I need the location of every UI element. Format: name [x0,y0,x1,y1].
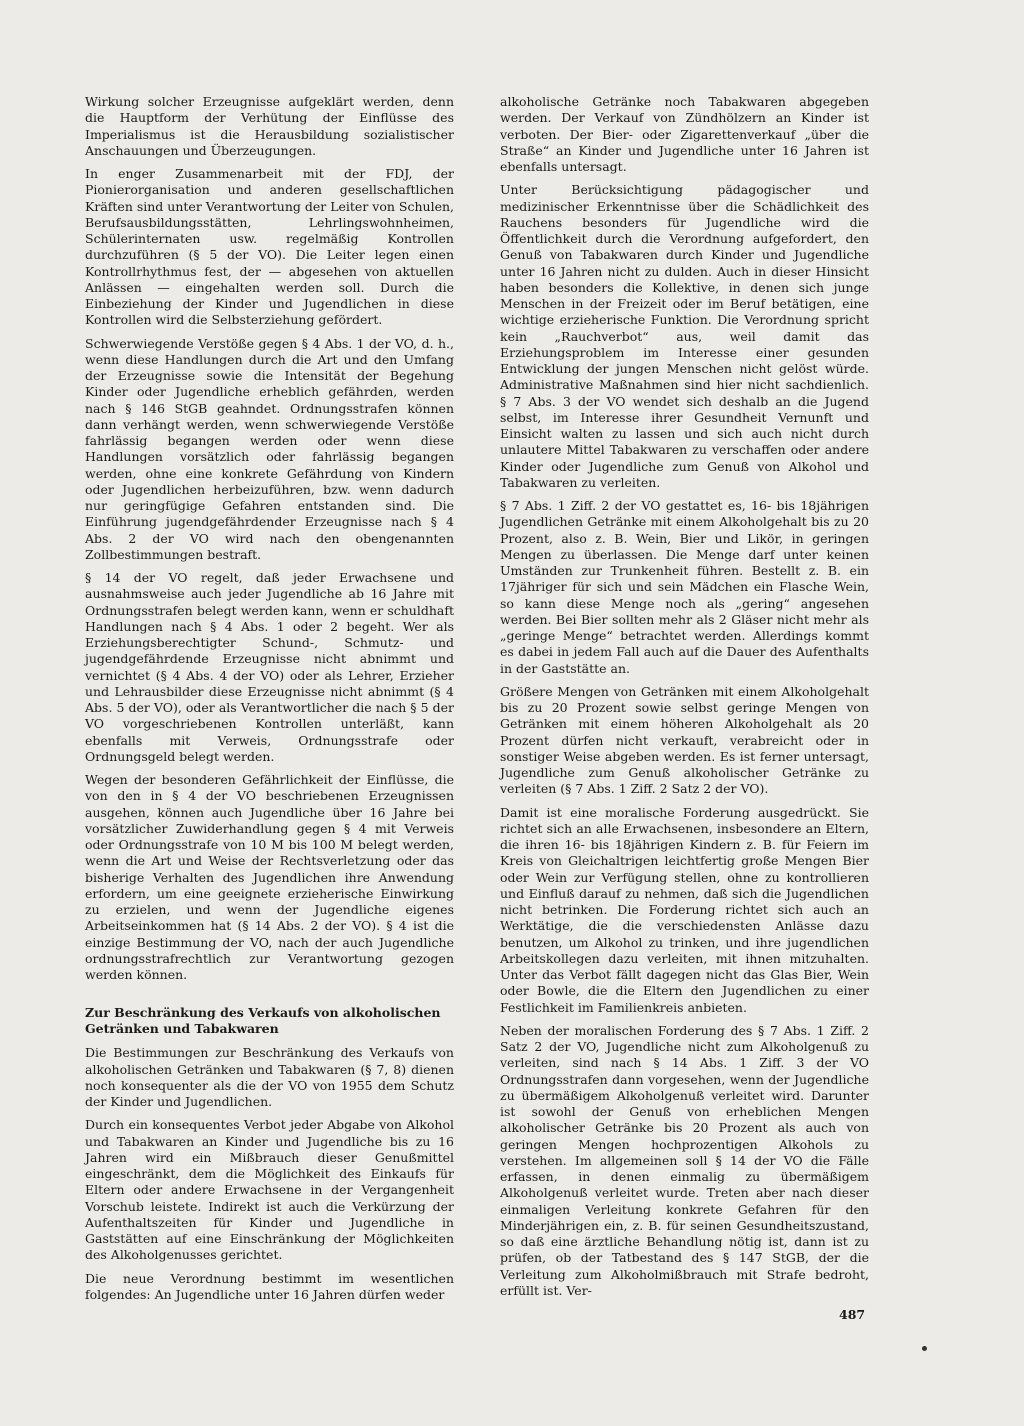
paragraph: § 14 der VO regelt, daß jeder Erwachsene und ausnahmsweise auch jeder Jugendliche ab 16 Jahre mit Ordnungsstrafen belegt werden kann, wenn er schuldhaft Handlungen nach § 4 Abs. 1 oder 2 begeht. Wer als Erziehungsberechtigter Schund-, Schmutz- und jugendgefährdende Erzeugnisse nicht abnimmt und vernichtet (§ 4 Abs. 4 der VO) oder als Lehrer, Erzieher und Lehrausbilder diese Erzeugnisse nicht abnimmt (§ 4 Abs. 5 der VO), oder als Verantwortlicher die nach § 5 der VO vorgeschriebenen Kontrollen unterläßt, kann ebenfalls mit Verweis, Ordnungsstrafe oder Ordnungsgeld belegt werden. [85,570,454,764]
paragraph: alkoholische Getränke noch Tabakwaren abgegeben werden. Der Verkauf von Zündhölzern an Kinder ist verboten. Der Bier- oder Zigarettenverkauf „über die Straße“ an Kinder und Jugendliche unter 16 Jahren ist ebenfalls untersagt. [500,94,869,174]
paragraph: Wegen der besonderen Gefährlichkeit der Einflüsse, die von den in § 4 der VO beschriebenen Erzeugnissen ausgehen, können auch Jugendliche über 16 Jahre bei vorsätzlicher Zuwiderhandlung gegen § 4 mit Verweis oder Ordnungsstrafe von 10 M bis 100 M belegt werden, wenn die Art und Weise der Rechtsverletzung oder das bisherige Verhalten des Jugendlichen ihre Anwendung erfordern, um eine geeignete erzieherische Einwirkung zu erzielen, und wenn der Jugendliche eigenes Arbeitseinkommen hat (§ 14 Abs. 2 der VO). § 4 ist die einzige Bestimmung der VO, nach der auch Jugendliche ordnungsstrafrechtlich zur Verantwortung gezogen werden können. [85,772,454,982]
paragraph: In enger Zusammenarbeit mit der FDJ, der Pionierorganisation und anderen gesellschaftlichen Kräften sind unter Verantwortung der Leiter von Schulen, Berufsausbildungsstätten, Lehrlingswohnheimen, Schülerinternaten usw. regelmäßig Kontrollen durchzuführen (§ 5 der VO). Die Leiter legen einen Kontrollrhythmus fest, der — abgesehen von aktuellen Anlässen — eingehalten werden soll. Durch die Einbeziehung der Kinder und Jugendlichen in diese Kontrollen wird die Selbsterziehung gefördert. [85,166,454,328]
paragraph: Größere Mengen von Getränken mit einem Alkoholgehalt bis zu 20 Prozent sowie selbst geringe Mengen von Getränken mit einem höheren Alkoholgehalt als 20 Prozent dürfen nicht verkauft, verabreicht oder in sonstiger Weise abgeben werden. Es ist ferner untersagt, Jugendliche zum Genuß alkoholischer Getränke zu verleiten (§ 7 Abs. 1 Ziff. 2 Satz 2 der VO). [500,683,869,797]
paragraph: Unter Berücksichtigung pädagogischer und medizinischer Erkenntnisse über die Schädlichkeit des Rauchens besonders für Jugendliche wird die Öffentlichkeit durch die Verordnung aufgefordert, den Genuß von Tabakwaren durch Kinder und Jugendliche unter 16 Jahren nicht zu dulden. Auch in dieser Hinsicht haben besonders die Kollektive, in denen sich junge Menschen in der Freizeit oder im Beruf betätigen, eine wichtige erzieherische Funktion. Die Verordnung spricht kein „Rauchverbot“ aus, weil damit das Erziehungsproblem im Interesse einer gesunden Entwicklung der jungen Menschen nicht gelöst würde. Administrative Maßnahmen sind hier nicht sachdienlich. § 7 Abs. 3 der VO wendet sich deshalb an die Jugend selbst, im Interesse ihrer Gesundheit Vernunft und Einsicht walten zu lassen und sich auch nicht durch unlautere Mittel Tabakwaren zu verschaffen oder andere Kinder oder Jugendliche zum Genuß von Alkohol und Tabakwaren zu verleiten. [500,182,869,490]
paragraph: Wirkung solcher Erzeugnisse aufgeklärt werden, denn die Hauptform der Verhütung der Einflüsse des Imperialismus ist die Herausbildung sozialistischer Anschauungen und Überzeugungen. [85,94,454,158]
paragraph: Neben der moralischen Forderung des § 7 Abs. 1 Ziff. 2 Satz 2 der VO, Jugendliche nicht zum Alkoholgenuß zu verleiten, sind nach § 14 Abs. 1 Ziff. 3 der VO Ordnungsstrafen dann vorgesehen, wenn der Jugendliche zu übermäßigem Alkoholgenuß verleitet wird. Darunter ist sowohl der Genuß von erheblichen Mengen alkoholischer Getränke bis 20 Prozent als auch von geringen Mengen hochprozentigen Alkohols zu verstehen. Im allgemeinen soll § 14 der VO die Fälle erfassen, in denen einmalig zu übermäßigem Alkoholgenuß verleitet wurde. Treten aber nach dieser einmaligen Verleitung konkrete Gefahren für den Minderjährigen ein, z. B. für seinen Gesundheitszustand, so daß eine ärztliche Behandlung nötig ist, dann ist zu prüfen, ob der Tatbestand des § 147 StGB, der die Verleitung zum Alkoholmißbrauch mit Strafe bedroht, erfüllt ist. Ver- [500,1022,869,1298]
paragraph: Die neue Verordnung bestimmt im wesentlichen folgendes: An Jugendliche unter 16 Jahren dürfen weder [85,1270,454,1302]
section-heading: Zur Beschränkung des Verkaufs von alkoholischen Getränken und Tabakwaren [85,1005,441,1037]
paragraph: Durch ein konsequentes Verbot jeder Abgabe von Alkohol und Tabakwaren an Kinder und Jugendliche bis zu 16 Jahren wird ein Mißbrauch dieser Genußmittel eingeschränkt, dem die Möglichkeit des Einkaufs für Eltern oder andere Erwachsene in der Vergangenheit Vorschub leistete. Indirekt ist auch die Verkürzung der Aufenthaltszeiten für Kinder und Jugendliche in Gaststätten auf eine Einschränkung der Möglichkeiten des Alkoholgenusses gerichtet. [85,1117,454,1263]
paragraph: Schwerwiegende Verstöße gegen § 4 Abs. 1 der VO, d. h., wenn diese Handlungen durch die Art und den Umfang der Erzeugnisse sowie die Intensität der Begehung Kinder oder Jugendliche erheblich gefährden, werden nach § 146 StGB geahndet. Ordnungsstrafen können dann verhängt werden, wenn schwerwiegende Verstöße fahrlässig begangen werden oder wenn diese Handlungen vorsätzlich oder fahrlässig begangen werden, ohne eine konkrete Gefährdung von Kindern oder Jugendlichen herbeizuführen, bzw. wenn dadurch nur geringfügige Gefahren entstanden sind. Die Einführung jugendgefährdender Erzeugnisse nach § 4 Abs. 2 der VO wird nach den obengenannten Zollbestimmungen bestraft. [85,335,454,562]
paragraph: Die Bestimmungen zur Beschränkung des Verkaufs von alkoholischen Getränken und Tabakwaren (§ 7, 8) dienen noch konsequenter als die der VO von 1955 dem Schutz der Kinder und Jugendlichen. [85,1045,454,1109]
right-column [500,94,869,1306]
paragraph: Damit ist eine moralische Forderung ausgedrückt. Sie richtet sich an alle Erwachsenen, insbesondere an Eltern, die ihren 16- bis 18jährigen Kindern z. B. für Feiern im Kreis von Gleichaltrigen leichtfertig große Mengen Bier oder Wein zur Verfügung stellen, ohne zu kontrollieren und Einfluß darauf zu nehmen, daß sich die Jugendlichen nicht betrinken. Die Forderung richtet sich auch an Werktätige, die die verschiedensten Anlässe dazu benutzen, um Alkohol zu trinken, und ihre jugendlichen Arbeitskollegen dazu verleiten, mit ihnen mitzuhalten. Unter das Verbot fällt dagegen nicht das Glas Bier, Wein oder Bowle, die die Eltern den Jugendlichen zu einer Festlichkeit im Familienkreis anbieten. [500,804,869,1015]
page-number: 487 [839,1307,866,1322]
paragraph: § 7 Abs. 1 Ziff. 2 der VO gestattet es, 16- bis 18jährigen Jugendlichen Getränke mit einem Alkoholgehalt bis zu 20 Prozent, also z. B. Wein, Bier und Likör, in geringen Mengen zu überlassen. Die Menge darf unter keinen Umständen zur Trunkenheit führen. Bestellt z. B. ein 17jähriger für sich und sein Mädchen ein Flasche Wein, so kann diese Menge noch als „gering“ angesehen werden. Bei Bier sollten mehr als 2 Gläser nicht mehr als „geringe Menge“ betrachtet werden. Allerdings kommt es dabei in jedem Fall auch auf die Dauer des Aufenthalts in der Gaststätte an. [500,498,869,676]
left-column [85,94,454,1310]
bullet-dot-icon [922,1346,927,1351]
